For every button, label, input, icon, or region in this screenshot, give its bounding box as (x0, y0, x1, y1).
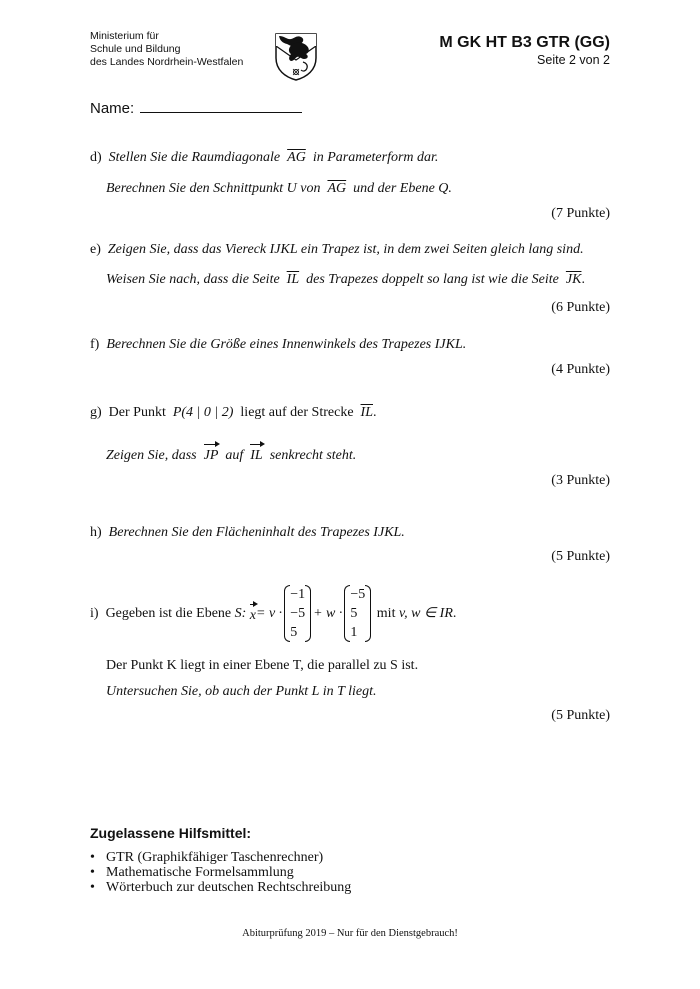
exam-code: M GK HT B3 GTR (GG) (439, 34, 610, 51)
segment-ag: $\overline{AG}$ (287, 150, 306, 165)
segment-jk: $\overline{JK}$ (565, 272, 582, 287)
task-text: . (581, 272, 585, 287)
task-g-line2 (106, 444, 356, 464)
task-text: in Parameterform dar. (312, 150, 439, 165)
task-text: Zeigen Sie, dass das Viereck IJKL ein Trapez ist, in dem zwei Seiten gleich lang sind. (107, 242, 584, 257)
task-e-line1 (90, 242, 584, 258)
nrw-coat-of-arms-icon (273, 32, 319, 82)
task-e-line2 (106, 272, 585, 288)
ministry-name (90, 30, 243, 69)
task-text: senkrecht steht. (269, 448, 357, 463)
task-label: d) (90, 150, 102, 165)
task-h-line1 (90, 525, 405, 541)
task-label: h) (90, 525, 102, 540)
vector-entry: 5 (290, 625, 298, 640)
task-text: und der Ebene Q. (353, 181, 452, 196)
task-text: Der Punkt (108, 405, 166, 420)
task-text: Untersuchen Sie, ob auch der Punkt L in T liegt. (106, 684, 377, 699)
task-text: Weisen Sie nach, dass die Seite (106, 272, 280, 287)
task-label: f) (90, 337, 100, 352)
equation-part: + w · (313, 605, 343, 621)
task-d-line2 (106, 181, 452, 197)
segment-il: $\overline{IL}$ (360, 405, 373, 420)
task-text: . (373, 405, 377, 420)
ministry-line: Schule und Bildung (90, 43, 181, 55)
task-h-points: (5 Punkte) (551, 549, 610, 564)
exam-header (439, 34, 610, 68)
vector-jp: JP (204, 444, 219, 464)
task-text: Stellen Sie die Raumdiagonale (108, 150, 281, 165)
task-i-line1 (90, 585, 456, 642)
name-label: Name: (90, 100, 135, 117)
ministry-line: des Landes Nordrhein-Westfalen (90, 56, 244, 68)
task-text: Berechnen Sie den Flächeninhalt des Trapezes IJKL. (108, 525, 405, 540)
task-d-points: (7 Punkte) (551, 206, 610, 221)
task-i-line2: Der Punkt K liegt in einer Ebene T, die parallel zu S ist. (106, 658, 419, 673)
name-field[interactable] (90, 98, 302, 117)
parameter-domain: v, w ∈ IR (398, 606, 453, 621)
task-g-line1 (90, 405, 377, 421)
vector-il: IL (250, 444, 262, 464)
task-label: g) (90, 405, 102, 420)
task-text: auf (225, 448, 244, 463)
task-text: Berechnen Sie den Schnittpunkt U von (106, 181, 321, 196)
segment-ag: $\overline{AG}$ (327, 181, 347, 196)
task-g-points: (3 Punkte) (551, 473, 610, 488)
task-f-points: (4 Punkte) (551, 362, 610, 377)
list-item: • GTR (Graphikfähiger Taschenrechner) (90, 850, 351, 865)
vector-entry: −5 (350, 587, 366, 602)
task-d-line1 (90, 150, 438, 166)
task-label: e) (90, 242, 101, 257)
vector-x: x (250, 604, 256, 624)
task-text: mit (376, 605, 396, 621)
task-i-points: (5 Punkte) (551, 708, 610, 723)
task-e-points: (6 Punkte) (551, 300, 610, 315)
task-text: Gegeben ist die Ebene (105, 605, 232, 621)
equation-part: = v · (256, 605, 283, 621)
direction-vector-2 (344, 585, 371, 642)
task-text: . (452, 605, 457, 621)
task-text: des Trapezes doppelt so lang ist wie die Seite (306, 272, 559, 287)
vector-entry: −1 (290, 587, 306, 602)
page-footer: Abiturprüfung 2019 – Nur für den Dienstgebrauch! (242, 928, 458, 939)
plane-s-label: S: (234, 605, 247, 621)
name-blank-line[interactable] (140, 98, 302, 113)
task-text: liegt auf der Strecke (240, 405, 354, 420)
vector-entry: 1 (350, 625, 358, 640)
hilfsmittel-title: Zugelassene Hilfsmittel: (90, 825, 252, 841)
page-number: Seite 2 von 2 (537, 53, 610, 67)
point-p: P(4 | 0 | 2) (172, 405, 234, 420)
segment-il: $\overline{IL}$ (286, 272, 300, 287)
list-item: • Mathematische Formelsammlung (90, 865, 351, 880)
vector-entry: −5 (290, 606, 306, 621)
list-item: • Wörterbuch zur deutschen Rechtschreibung (90, 880, 351, 895)
task-text: Berechnen Sie die Größe eines Innenwinkels des Trapezes IJKL. (106, 337, 467, 352)
task-f-line1 (90, 337, 466, 353)
direction-vector-1 (284, 585, 311, 642)
task-i-line3 (106, 684, 377, 700)
vector-entry: 5 (350, 606, 358, 621)
ministry-line: Ministerium für (90, 30, 159, 42)
task-label: i) (90, 605, 99, 621)
hilfsmittel-list (90, 850, 351, 895)
task-text: Zeigen Sie, dass (106, 448, 197, 463)
